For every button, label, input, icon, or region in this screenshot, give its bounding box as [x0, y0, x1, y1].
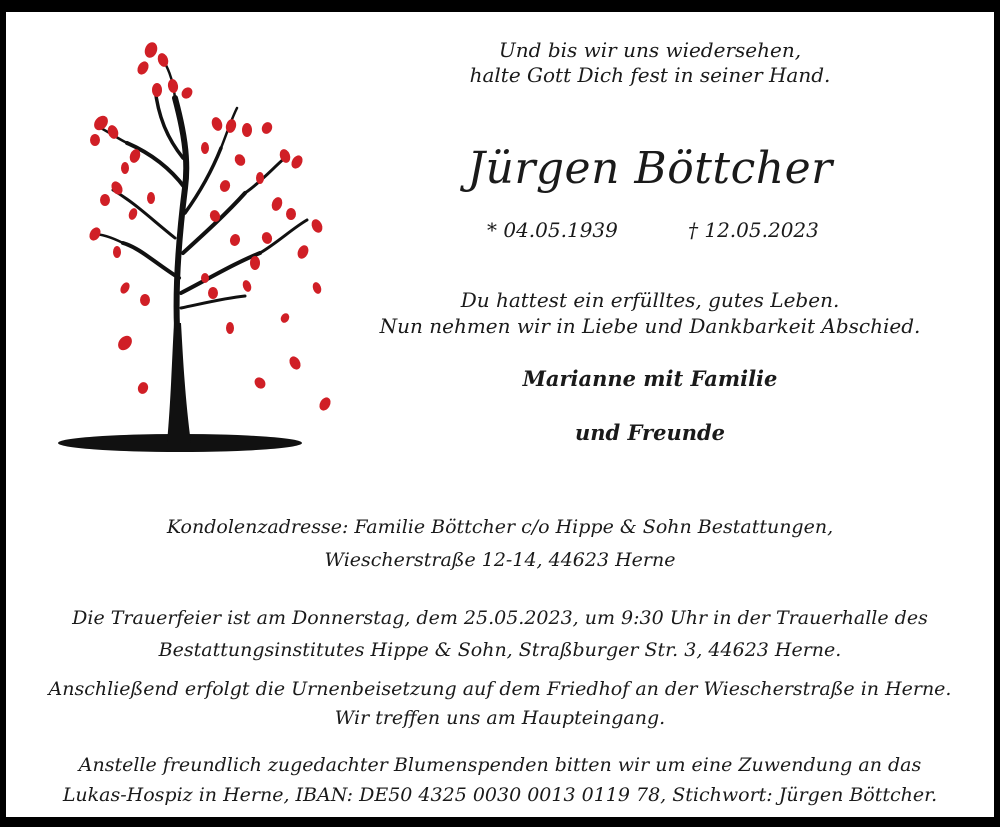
burial-line-2: Wir treffen uns am Haupteingang. — [334, 707, 666, 729]
ceremony-line-1: Die Trauerfeier ist am Donnerstag, dem 25.05.2023, um 9:30 Uhr in der Trauerhalle des — [72, 607, 928, 629]
mourners-line-2: und Freunde — [574, 420, 726, 445]
birth-date: * 04.05.1939 — [487, 218, 618, 242]
ceremony-line-2: Bestattungsinstitutes Hippe & Sohn, Straßburger Str. 3, 44623 Herne. — [158, 639, 842, 661]
farewell-line-2: Nun nehmen wir in Liebe und Dankbarkeit Abschied. — [379, 314, 921, 338]
condolence-line-2: Wiescherstraße 12-14, 44623 Herne — [324, 549, 676, 571]
farewell-line-1: Du hattest ein erfülltes, gutes Leben. — [460, 288, 840, 312]
death-date: † 12.05.2023 — [688, 218, 819, 242]
tree-with-red-leaves-icon — [55, 38, 345, 458]
deceased-name: Jürgen Böttcher — [467, 143, 833, 194]
condolence-line-1: Kondolenzadresse: Familie Böttcher c/o Hippe & Sohn Bestattungen, — [166, 516, 834, 538]
donation-line-2: Lukas-Hospiz in Herne, IBAN: DE50 4325 0030 0013 0119 78, Stichwort: Jürgen Böttcher. — [62, 784, 938, 806]
donation-line-1: Anstelle freundlich zugedachter Blumenspenden bitten wir um eine Zuwendung an das — [78, 754, 922, 776]
mourners-line-1: Marianne mit Familie — [522, 366, 778, 391]
motto-line-1: Und bis wir uns wiedersehen, — [498, 38, 802, 62]
burial-line-1: Anschließend erfolgt die Urnenbeisetzung auf dem Friedhof an der Wiescherstraße in Herne. — [48, 678, 952, 700]
motto-line-2: halte Gott Dich fest in seiner Hand. — [469, 63, 831, 87]
